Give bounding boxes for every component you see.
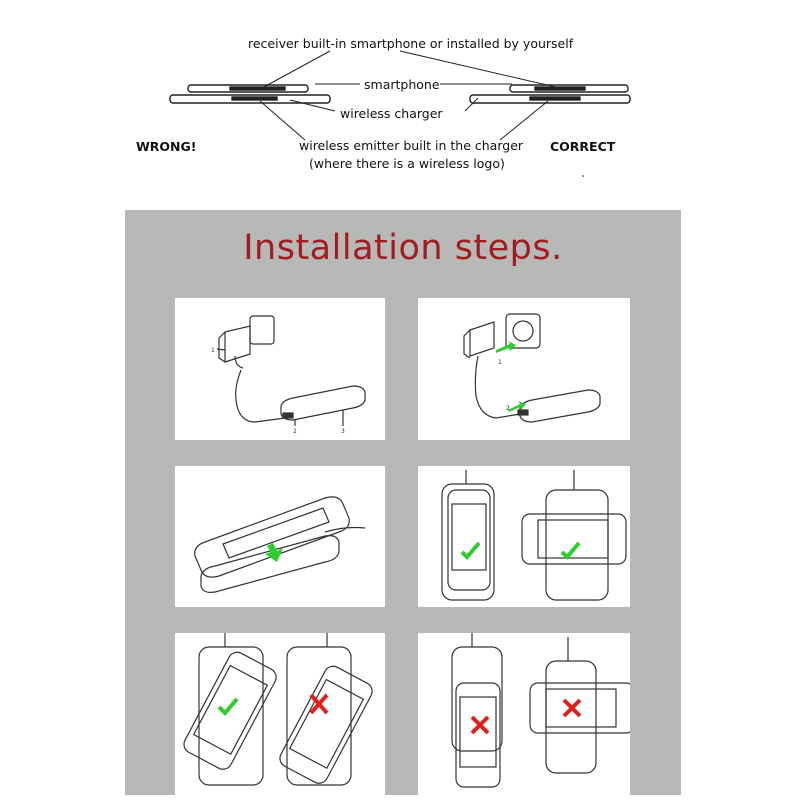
emitter-label-line2: (where there is a wireless logo) xyxy=(309,156,505,171)
step-2-number-2: 2 xyxy=(506,405,510,412)
wrong-label: WRONG! xyxy=(136,139,197,154)
smartphone-horizontal xyxy=(530,683,630,733)
charging-cable xyxy=(236,370,285,422)
step-2-number-1: 1 xyxy=(498,359,502,366)
step-1-number-3: 3 xyxy=(341,428,345,435)
step-card-place-phone xyxy=(175,466,385,607)
emitter-label-line1: wireless emitter built in the charger xyxy=(299,138,524,153)
cross-icon xyxy=(472,717,488,733)
step-1-number-2: 2 xyxy=(293,428,297,435)
step-3-illustration xyxy=(175,466,385,607)
wrong-stack xyxy=(170,85,330,103)
step-1-illustration xyxy=(175,298,385,440)
correct-label: CORRECT xyxy=(550,139,616,154)
green-down-arrow xyxy=(265,543,283,562)
step-card-connect xyxy=(418,298,630,440)
installation-panel xyxy=(125,210,681,795)
step-1-number-1: 1 xyxy=(211,347,215,354)
installation-title: Installation steps. xyxy=(243,228,563,268)
step-card-plug-adapter xyxy=(175,298,385,440)
step-2-illustration xyxy=(418,298,630,440)
charger-pad xyxy=(281,386,365,420)
charger-pad xyxy=(520,390,600,422)
check-icon xyxy=(219,699,237,713)
step-card-correct-placement xyxy=(418,466,630,607)
smartphone-vertical xyxy=(448,490,490,590)
step-card-tilt xyxy=(175,633,385,796)
receiver-label: receiver built-in smartphone or installed by yourself xyxy=(248,36,574,51)
step-5-illustration xyxy=(175,633,385,796)
placement-diagram xyxy=(0,0,800,200)
charger-pad-vertical xyxy=(546,661,596,773)
wireless-charger-label: wireless charger xyxy=(340,106,443,121)
check-icon xyxy=(562,543,579,557)
charger-pad xyxy=(201,536,339,593)
check-icon xyxy=(462,543,479,557)
cross-icon xyxy=(564,700,580,716)
smartphone-label: smartphone xyxy=(364,77,440,92)
step-4-illustration xyxy=(418,466,630,607)
power-adapter xyxy=(464,322,494,358)
wall-socket xyxy=(250,316,274,344)
step-6-illustration xyxy=(418,633,630,796)
correct-stack xyxy=(470,85,630,103)
step-card-wrong-placement xyxy=(418,633,630,796)
smartphone-vertical xyxy=(456,683,500,787)
